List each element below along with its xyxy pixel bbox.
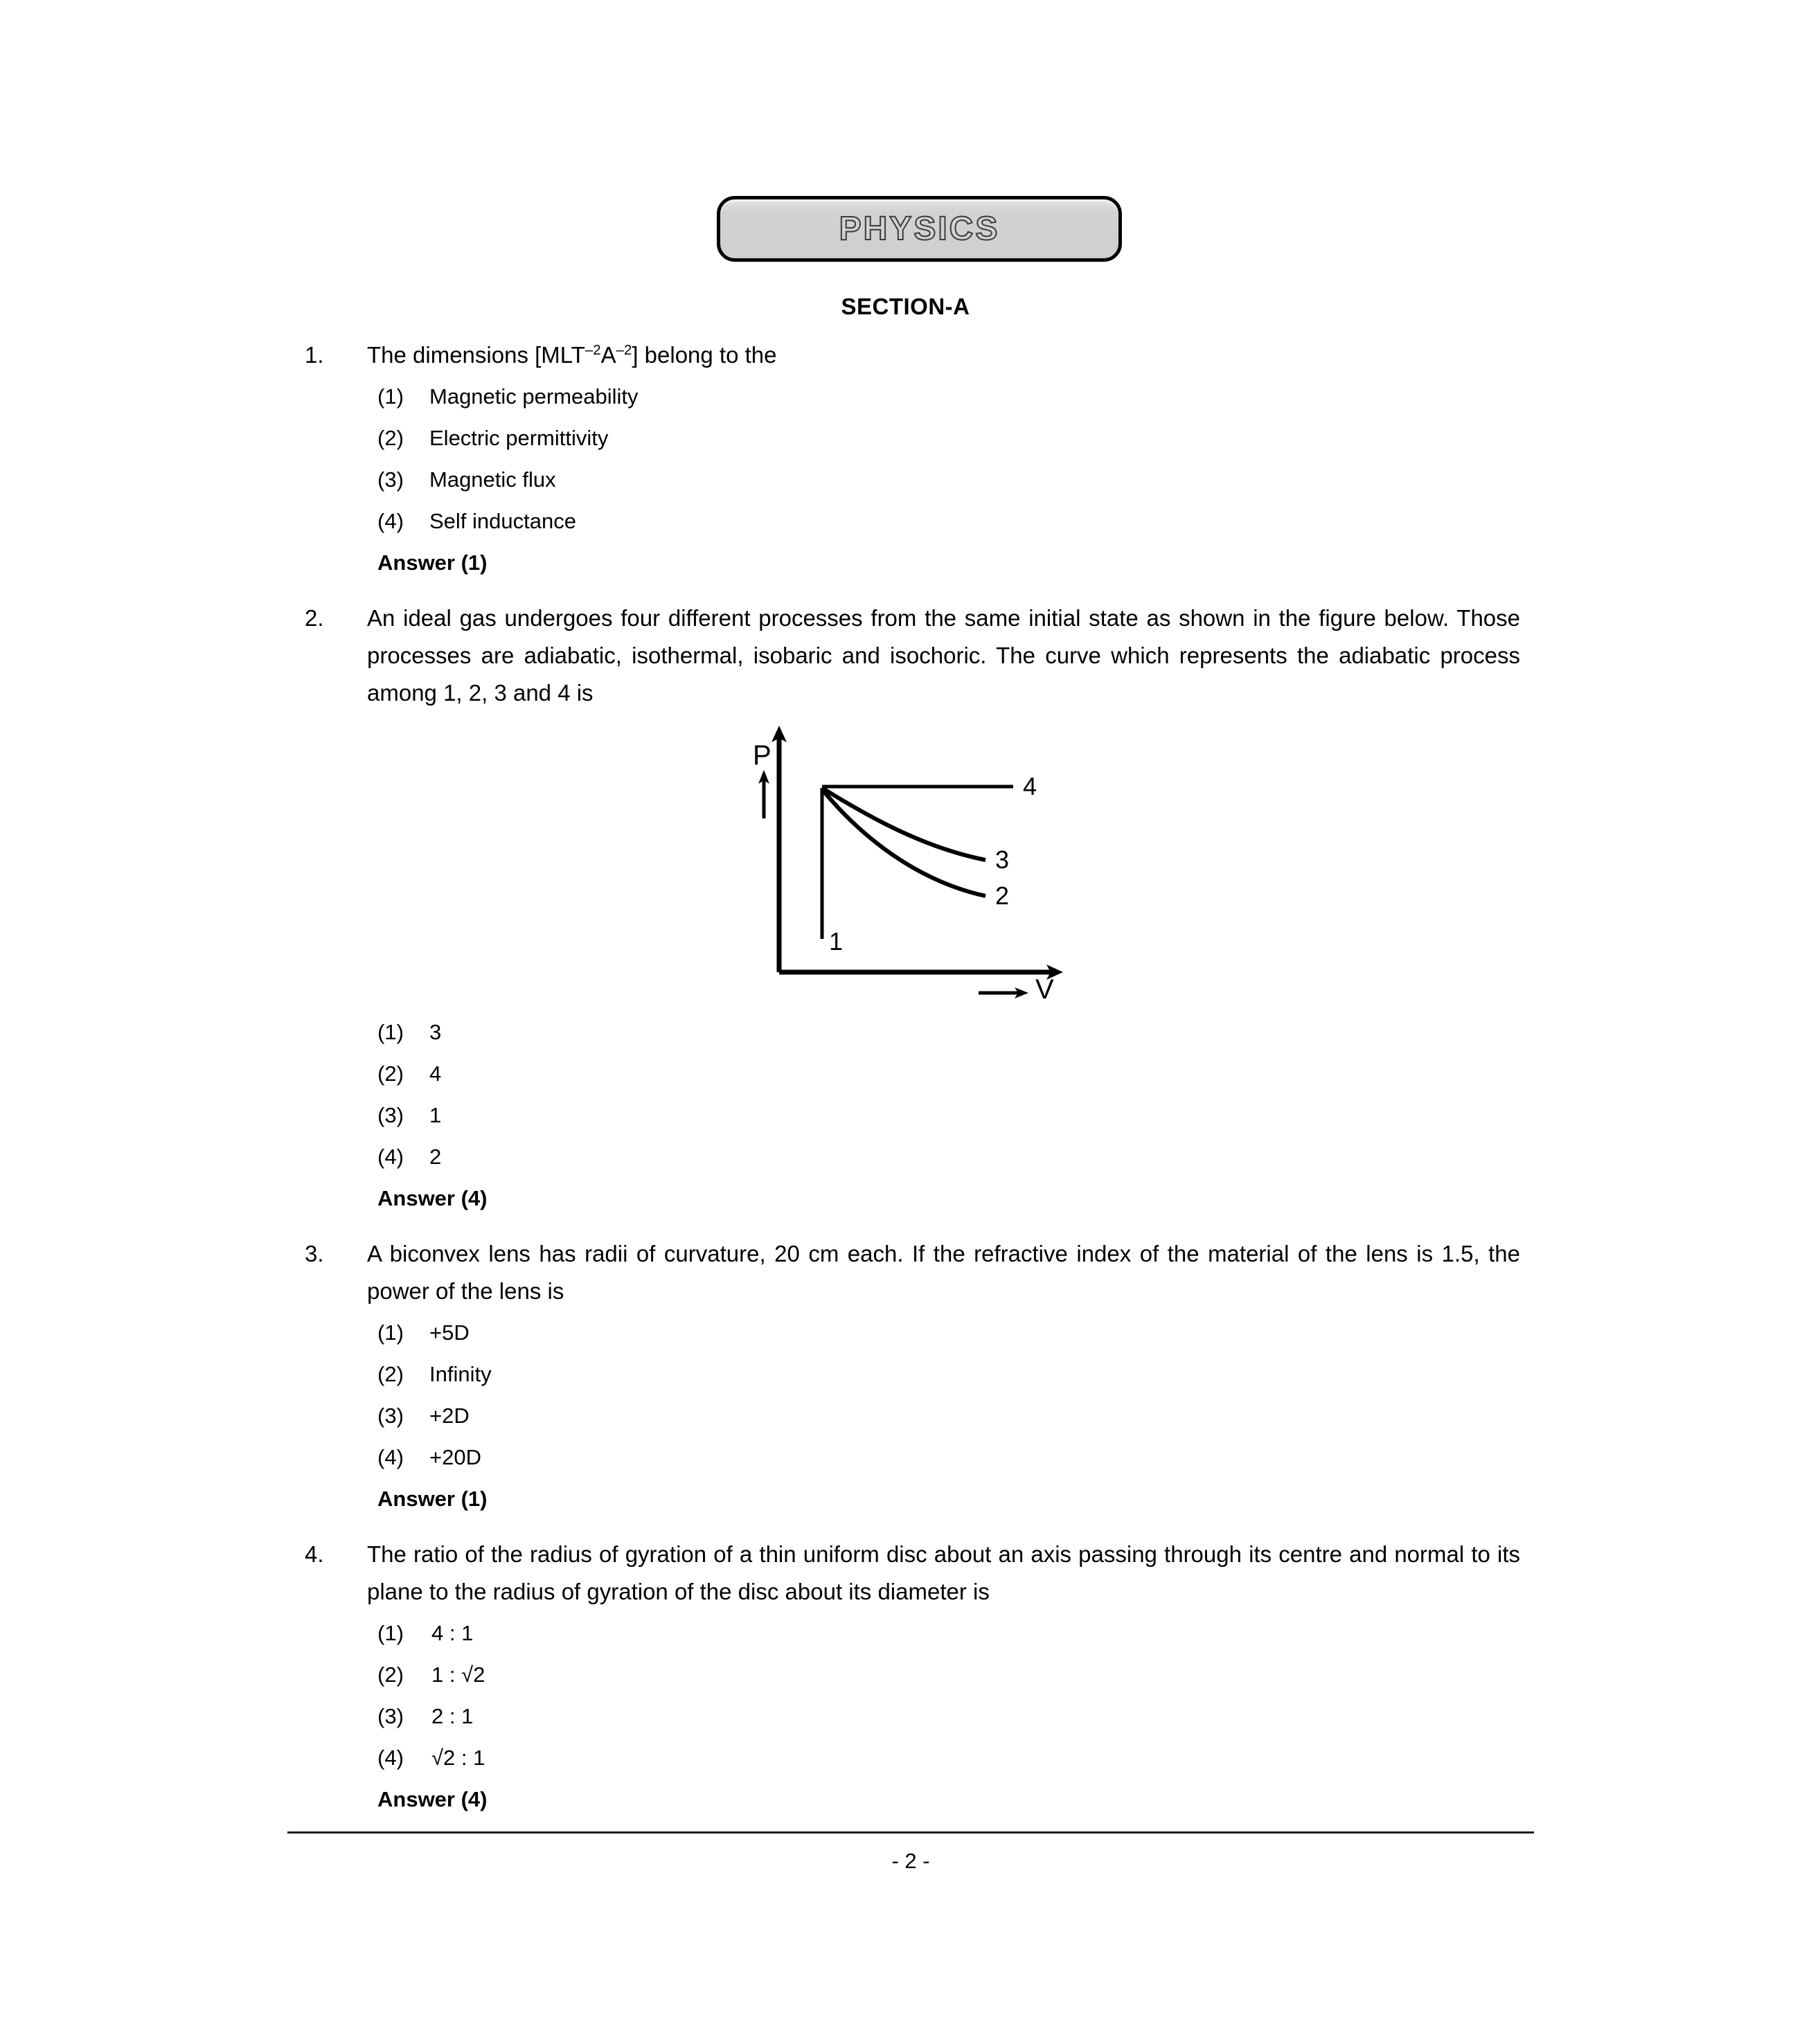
- questions-container: [305, 337, 1520, 1836]
- answer-4: [305, 1784, 1520, 1816]
- question-3-text: A biconvex lens has radii of curvature, 20 cm each. If the refractive index of the material of the lens is 1.5, the power of the lens is: [367, 1241, 1520, 1304]
- question-3-options: [305, 1317, 1520, 1473]
- question-1-text-b: A: [600, 342, 616, 368]
- p-axis-label: P: [752, 740, 771, 771]
- v-axis-label: V: [1035, 974, 1054, 998]
- question-4-row: [305, 1536, 1520, 1611]
- option-3-2-label: Infinity: [429, 1362, 492, 1386]
- option-2-4[interactable]: [305, 1141, 1520, 1173]
- curve-3: [822, 788, 985, 860]
- option-2-2-key: (2): [377, 1061, 404, 1086]
- answer-3-text: Answer (1): [377, 1487, 488, 1511]
- question-1-sup-1: –2: [585, 342, 601, 358]
- option-3-4-key: (4): [377, 1445, 404, 1469]
- answer-1-text: Answer (1): [377, 550, 488, 575]
- option-4-4-label: √2 : 1: [431, 1746, 485, 1770]
- option-1-4[interactable]: [305, 505, 1520, 537]
- answer-2-text: Answer (4): [377, 1186, 488, 1210]
- option-3-4[interactable]: [305, 1442, 1520, 1473]
- question-1-options: [305, 381, 1520, 537]
- question-2-number: 2.: [305, 605, 324, 631]
- curve-label-2: 2: [994, 881, 1009, 910]
- question-block-1: [305, 337, 1520, 579]
- option-3-3-label: +2D: [429, 1404, 470, 1428]
- question-block-3: [305, 1235, 1520, 1515]
- question-4-options: [305, 1617, 1520, 1774]
- option-3-1-label: +5D: [429, 1320, 470, 1345]
- option-1-4-label: Self inductance: [429, 509, 576, 533]
- option-1-3-key: (3): [377, 467, 404, 492]
- option-4-2[interactable]: [305, 1659, 1520, 1691]
- option-2-2-label: 4: [429, 1061, 442, 1086]
- section-heading: SECTION-A: [841, 294, 970, 319]
- option-1-1-label: Magnetic permeability: [429, 384, 639, 409]
- subject-banner-box: [717, 196, 1122, 262]
- option-3-4-label: +20D: [429, 1445, 481, 1469]
- option-2-4-key: (4): [377, 1145, 404, 1169]
- answer-1: [305, 547, 1520, 579]
- footer-page-number: - 2 -: [891, 1849, 930, 1873]
- option-4-3-label: 2 : 1: [431, 1704, 474, 1728]
- page-footer: [287, 1831, 1534, 1874]
- question-1-text: [367, 337, 1520, 374]
- option-2-3-key: (3): [377, 1103, 404, 1127]
- option-4-1-key: (1): [377, 1621, 404, 1645]
- option-1-4-key: (4): [377, 509, 404, 533]
- option-4-3-key: (3): [377, 1704, 404, 1728]
- option-4-2-label: 1 : √2: [431, 1662, 485, 1687]
- question-2-figure-wrap: [305, 721, 1520, 998]
- p-axis: [771, 726, 787, 972]
- pv-diagram-figure: [750, 721, 1076, 998]
- question-3-number: 3.: [305, 1241, 324, 1266]
- question-3-row: [305, 1235, 1520, 1310]
- option-1-3-label: Magnetic flux: [429, 467, 556, 492]
- curve-label-3: 3: [994, 845, 1009, 874]
- curve-2: [822, 789, 985, 896]
- option-2-4-label: 2: [429, 1145, 442, 1169]
- option-4-4-key: (4): [377, 1746, 404, 1770]
- option-1-2[interactable]: [305, 422, 1520, 454]
- v-axis: [779, 965, 1063, 980]
- question-block-4: [305, 1536, 1520, 1816]
- answer-indent: [305, 1784, 377, 1816]
- question-2-row: [305, 600, 1520, 712]
- question-1-sup-2: –2: [616, 342, 632, 358]
- option-2-2[interactable]: [305, 1058, 1520, 1090]
- option-2-1-key: (1): [377, 1020, 404, 1044]
- option-3-2-key: (2): [377, 1362, 404, 1386]
- question-block-2: [305, 600, 1520, 1214]
- footer-divider: [287, 1831, 1534, 1834]
- curve-label-4: 4: [1022, 772, 1037, 800]
- option-4-1[interactable]: [305, 1617, 1520, 1649]
- option-3-1[interactable]: [305, 1317, 1520, 1349]
- option-2-3[interactable]: [305, 1100, 1520, 1131]
- option-4-1-label: 4 : 1: [431, 1621, 474, 1645]
- question-4-text: The ratio of the radius of gyration of a thin uniform disc about an axis passing through its centre and normal to its plane to the radius of gyration of the disc about its diameter is: [367, 1541, 1520, 1604]
- answer-3: [305, 1483, 1520, 1515]
- option-3-2[interactable]: [305, 1359, 1520, 1390]
- question-1-text-c: ] belong to the: [632, 342, 777, 368]
- option-4-2-key: (2): [377, 1662, 404, 1687]
- curve-label-1: 1: [828, 927, 843, 956]
- subject-banner-label: PHYSICS: [839, 210, 1000, 247]
- question-4-number: 4.: [305, 1541, 324, 1567]
- option-3-3-key: (3): [377, 1404, 404, 1428]
- option-2-1[interactable]: [305, 1016, 1520, 1048]
- v-direction-arrow: [979, 987, 1028, 998]
- answer-indent: [305, 1483, 377, 1515]
- option-1-1[interactable]: [305, 381, 1520, 413]
- question-1-text-a: The dimensions [MLT: [367, 342, 585, 368]
- subject-banner: [717, 196, 1122, 262]
- question-2-text: An ideal gas undergoes four different processes from the same initial state as shown in the figure below. Those processes are adiabatic, isothermal, isobaric and isochoric. The curve which represents the adiabatic process among 1, 2, 3 and 4 is: [367, 605, 1520, 706]
- option-4-3[interactable]: [305, 1701, 1520, 1732]
- option-3-1-key: (1): [377, 1320, 404, 1345]
- option-2-1-label: 3: [429, 1020, 442, 1044]
- question-1-row: [305, 337, 1520, 374]
- option-1-1-key: (1): [377, 384, 404, 409]
- p-direction-arrow: [758, 770, 769, 818]
- option-1-2-label: Electric permittivity: [429, 426, 609, 450]
- answer-4-text: Answer (4): [377, 1787, 488, 1811]
- option-3-3[interactable]: [305, 1400, 1520, 1432]
- option-4-4[interactable]: [305, 1742, 1520, 1774]
- answer-indent: [305, 547, 377, 579]
- question-1-number: 1.: [305, 342, 324, 368]
- option-2-3-label: 1: [429, 1103, 442, 1127]
- answer-indent: [305, 1183, 377, 1214]
- option-1-2-key: (2): [377, 426, 404, 450]
- option-1-3[interactable]: [305, 464, 1520, 496]
- question-2-options: [305, 1016, 1520, 1173]
- answer-2: [305, 1183, 1520, 1214]
